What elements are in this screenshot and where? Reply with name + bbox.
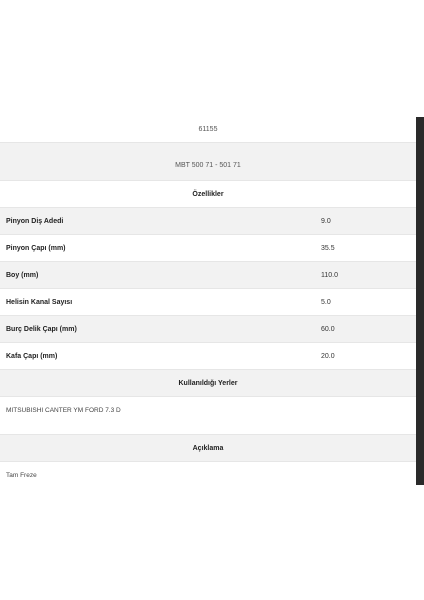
product-reference-row — [0, 143, 416, 181]
spec-value: 20.0 — [321, 353, 335, 360]
spec-row — [0, 208, 416, 235]
spec-value: 60.0 — [321, 326, 335, 333]
spec-value: 5.0 — [321, 299, 331, 306]
spec-value: 35.5 — [321, 245, 335, 252]
spec-label: Pinyon Çapı (mm) — [6, 245, 66, 252]
usage-heading: Kullanıldığı Yerler — [178, 380, 238, 387]
spec-label: Burç Delik Çapı (mm) — [6, 326, 77, 333]
usage-text: MITSUBISHI CANTER YM FORD 7.3 D — [6, 407, 121, 414]
spec-row — [0, 316, 416, 343]
spec-table — [0, 117, 416, 486]
product-code: 61155 — [198, 126, 218, 133]
spec-row — [0, 262, 416, 289]
spec-label: Boy (mm) — [6, 272, 39, 279]
spec-label: Helisin Kanal Sayısı — [6, 299, 73, 306]
spec-row — [0, 235, 416, 262]
description-heading: Açıklama — [192, 445, 224, 452]
features-header-row — [0, 181, 416, 208]
spec-value: 9.0 — [321, 218, 331, 225]
spec-row — [0, 343, 416, 370]
spec-row — [0, 289, 416, 316]
usage-row — [0, 397, 416, 435]
spec-label: Pinyon Diş Adedi — [6, 218, 64, 225]
spec-label: Kafa Çapı (mm) — [6, 353, 58, 360]
usage-header-row — [0, 370, 416, 397]
features-heading: Özellikler — [192, 191, 224, 198]
scroll-edge[interactable] — [416, 117, 424, 485]
spec-value: 110.0 — [321, 272, 338, 279]
product-code-row — [0, 117, 416, 143]
product-reference: MBT 500 71 - 501 71 — [175, 162, 241, 169]
description-header-row — [0, 435, 416, 462]
description-row — [0, 462, 416, 486]
description-text: Tam Freze — [6, 472, 37, 479]
